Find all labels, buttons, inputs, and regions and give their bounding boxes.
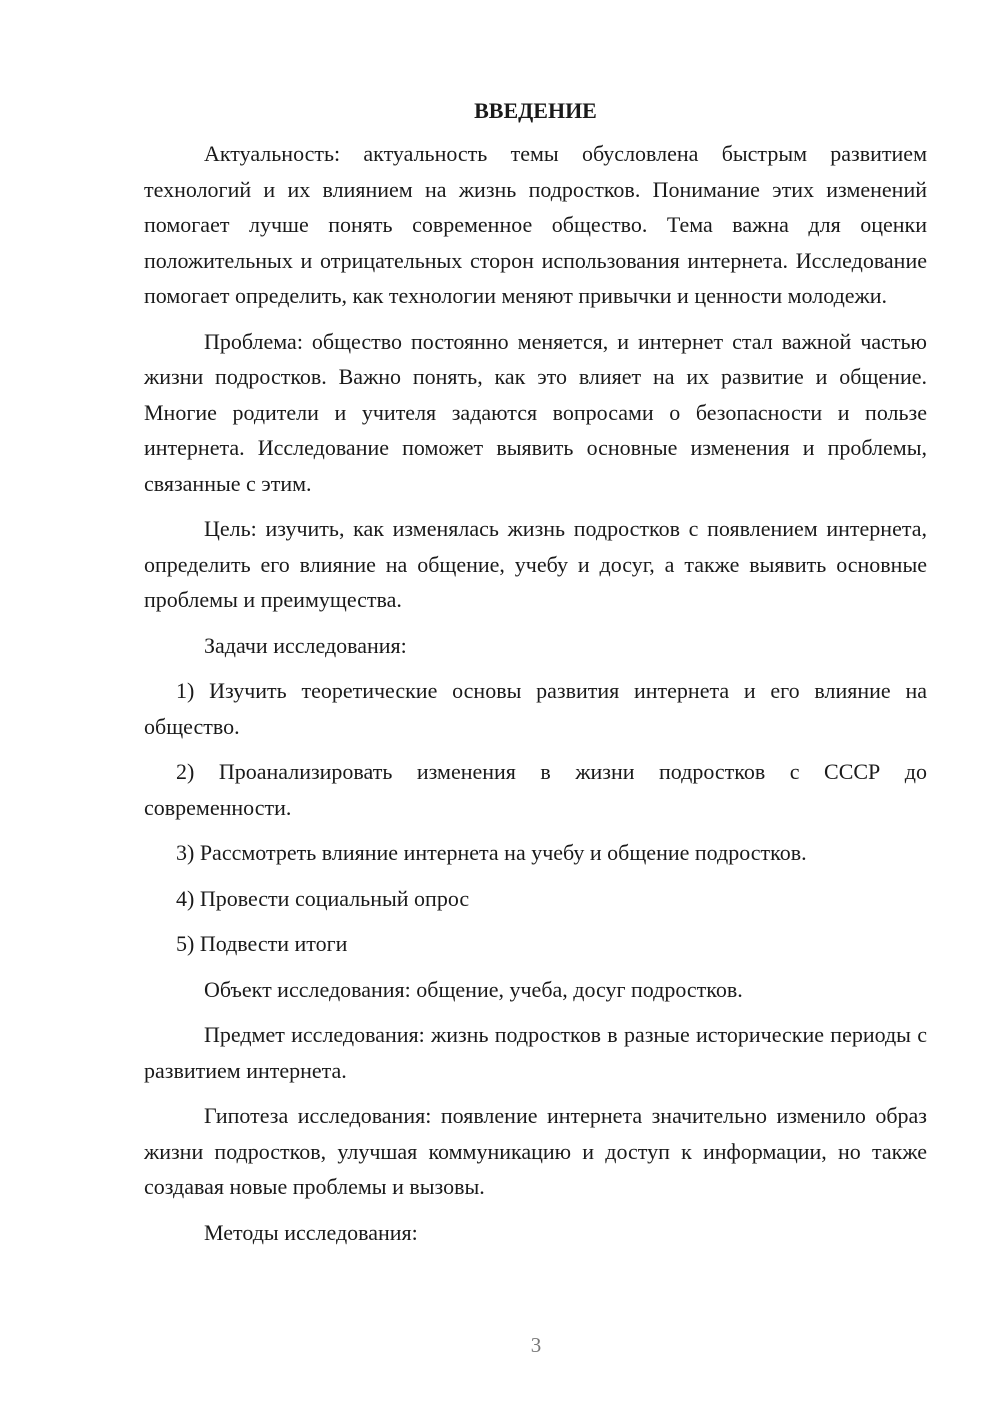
document-page <box>144 92 927 1260</box>
page-number: 3 <box>530 1333 542 1357</box>
task-item-2: 2) Проанализировать изменения в жизни подростков с СССР до современности. <box>144 759 927 820</box>
paragraph-goal: Цель: изучить, как изменялась жизнь подростков с появлением интернета, определить его влияние на общение, учебу и досуг, а также выявить основные проблемы и преимущества. <box>144 516 927 612</box>
task-item-4: 4) Провести социальный опрос <box>176 885 470 911</box>
paragraph-hypothesis: Гипотеза исследования: появление интернета значительно изменило образ жизни подростков, улучшая коммуникацию и доступ к информации, но также создавая новые проблемы и вызовы. <box>144 1103 927 1199</box>
paragraph-methods: Методы исследования: <box>204 1219 418 1245</box>
paragraph-tasks-heading: Задачи исследования: <box>204 632 407 658</box>
paragraph-object: Объект исследования: общение, учеба, досуг подростков. <box>204 976 743 1002</box>
paragraph-relevance: Актуальность: актуальность темы обусловлена быстрым развитием технологий и их влиянием на жизнь подростков. Понимание этих изменений помогает лучше понять современное общество. Тема важна для оценки положительных и отрицательных сторон использования интернета. Исследование помогает определить, как технологии меняют привычки и ценности молодежи. <box>144 141 927 308</box>
task-item-5: 5) Подвести итоги <box>176 931 348 956</box>
paragraph-problem: Проблема: общество постоянно меняется, и интернет стал важной частью жизни подростков. Важно понять, как это влияет на их развитие и общение. Многие родители и учителя задаются вопросами о безопасности и пользе интернета. Исследование поможет выявить основные изменения и проблемы, связанные с этим. <box>144 328 927 496</box>
section-title: ВВЕДЕНИЕ <box>474 98 597 123</box>
task-item-1: 1) Изучить теоретические основы развития интернета и его влияние на общество. <box>144 678 927 739</box>
task-item-3: 3) Рассмотреть влияние интернета на учебу и общение подростков. <box>176 840 807 865</box>
paragraph-subject: Предмет исследования: жизнь подростков в разные исторические периоды с развитием интернета. <box>144 1022 927 1083</box>
